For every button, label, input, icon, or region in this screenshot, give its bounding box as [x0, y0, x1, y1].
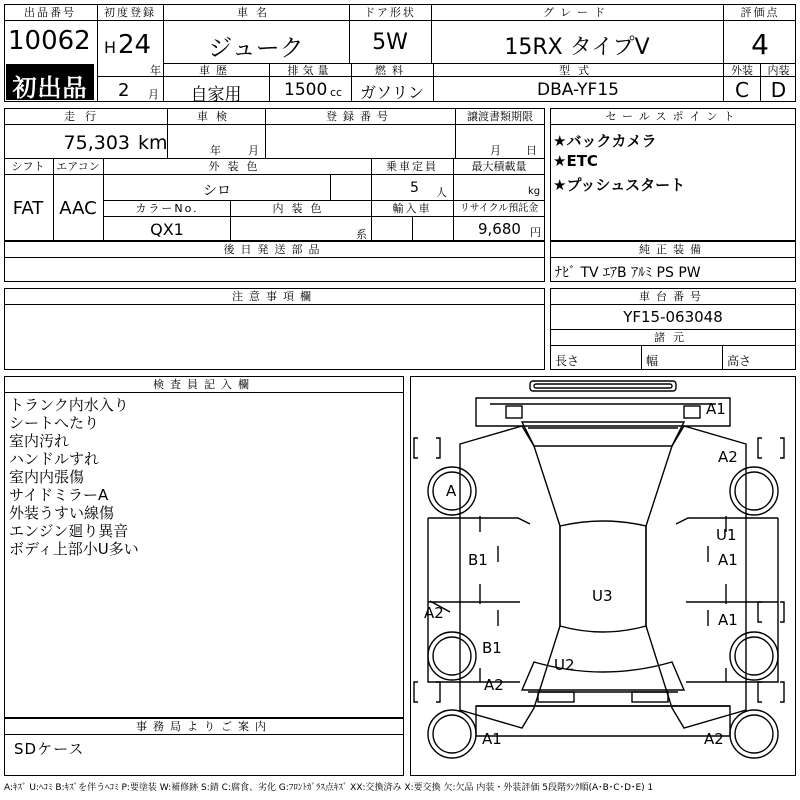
inspector-line-1: トランク内水入り — [9, 396, 129, 414]
door-label: ドア形状 — [364, 6, 416, 19]
lot-label: 出品番号 — [24, 6, 76, 19]
first-listing-text: 初出品 — [12, 74, 88, 102]
door-type: 5W — [372, 30, 408, 55]
inspector-title: 検査員記入欄 — [153, 378, 255, 391]
office-title: 事務局よりご案内 — [136, 720, 272, 733]
sales-point-3: ★プッシュスタート — [553, 176, 686, 194]
inspector-line-6: サイドミラーA — [9, 486, 109, 504]
model-label: 型式 — [559, 64, 597, 77]
shift: FAT — [12, 198, 44, 219]
capacity: 5 — [410, 180, 419, 196]
year-unit: 年 — [150, 64, 161, 77]
genuine-items: ﾅﾋﾞ TV ｴｱB ｱﾙﾐ PS PW — [555, 265, 701, 281]
model-code: DBA-YF15 — [537, 80, 619, 100]
sales-point-1: ★バックカメラ — [553, 132, 657, 150]
import-label: 輸入車 — [392, 202, 432, 215]
notes-title: 注意事項欄 — [232, 290, 317, 303]
ac: AAC — [59, 198, 97, 219]
sales-point-2: ★ETC — [553, 152, 598, 170]
intcolor-label: 内装色 — [272, 202, 330, 215]
ext-score: C — [735, 78, 749, 102]
mark-u2: U2 — [554, 656, 575, 674]
mark-a2-bottom: A2 — [484, 676, 504, 694]
mark-a1-top: A1 — [706, 400, 726, 418]
transfer-label: 譲渡書類期限 — [467, 110, 533, 123]
colorno-label: カラーNo. — [135, 202, 199, 215]
int-label: 内装 — [767, 64, 790, 77]
intcolor-suffix: 系 — [356, 228, 367, 241]
dim-width: 幅 — [646, 354, 659, 368]
insp-year: 年 — [210, 144, 221, 157]
fuel-label: 燃料 — [375, 64, 409, 77]
displacement: 1500 — [284, 80, 328, 100]
ext-label: 外装 — [731, 64, 753, 77]
mark-a2-bottom-right: A2 — [704, 730, 724, 748]
inspector-line-4: ハンドルすれ — [9, 450, 100, 468]
disp-unit: cc — [330, 86, 343, 99]
recycle-unit: 円 — [530, 226, 541, 239]
ext-color: シロ — [203, 183, 231, 199]
fuel: ガソリン — [359, 83, 424, 102]
dim-length: 長さ — [555, 354, 580, 368]
recycle-fee: 9,680 — [478, 220, 521, 238]
chassis-number: YF15-063048 — [623, 308, 723, 326]
ac-label: エアコン — [56, 160, 100, 173]
mileage-label: 走行 — [64, 110, 106, 123]
later-parts-title: 後日発送部品 — [223, 243, 326, 256]
dim-height: 高さ — [727, 354, 752, 368]
score: 4 — [751, 28, 769, 61]
mark-a1-bottom-left: A1 — [482, 730, 502, 748]
office-text: SDケース — [14, 740, 85, 758]
inspector-line-5: 室内内張傷 — [9, 468, 85, 486]
transfer-month: 月 — [490, 144, 501, 157]
insp-month: 月 — [248, 144, 259, 157]
mark-u3: U3 — [592, 587, 613, 605]
load-label: 最大積載量 — [471, 160, 527, 173]
mileage: 75,303 — [63, 132, 130, 154]
sales-title: セールスポイント — [605, 110, 741, 123]
inspector-line-2: シートへたり — [9, 414, 100, 432]
load-unit: kg — [528, 186, 541, 197]
car-name: ジューク — [208, 34, 304, 62]
mark-a1-right1: A1 — [718, 551, 738, 569]
mark-b1-left2: B1 — [482, 639, 502, 657]
history: 自家用 — [190, 85, 242, 105]
inspector-line-7: 外装うすい線傷 — [9, 504, 115, 522]
era: H — [104, 38, 117, 57]
reg-year: 24 — [118, 30, 152, 60]
chassis-title: 車台番号 — [639, 290, 707, 303]
grade-label: グレード — [543, 6, 611, 19]
genuine-title: 純正装備 — [639, 243, 707, 256]
transfer-day: 日 — [526, 144, 537, 157]
capacity-label: 乗車定員 — [386, 160, 438, 173]
legend: A:ｷｽﾞ U:ﾍｺﾐ B:ｷｽﾞを伴うﾍｺﾐ P:要塗装 W:補修跡 S:錆 C:腐食、劣化 G:ﾌﾛﾝﾄｶﾞﾗｽ点ｷｽﾞ XX:交換済み X:要交換 欠:欠品 内装・外装評価 5段階ﾗﾝｸ順(A･B･C･D･E) 1 — [4, 783, 654, 793]
capacity-unit: 人 — [436, 186, 447, 199]
first-reg-label: 初度登録 — [104, 6, 156, 19]
history-label: 車歴 — [199, 64, 233, 77]
mark-a2-topright: A2 — [718, 448, 738, 466]
mark-b1-left: B1 — [468, 551, 488, 569]
inspection-label: 車検 — [197, 110, 235, 123]
month-unit: 月 — [148, 88, 159, 101]
int-score: D — [770, 78, 787, 102]
color-label: 外装色 — [208, 160, 266, 173]
reg-month: 2 — [118, 80, 130, 101]
inspector-line-9: ボディ上部小U多い — [9, 540, 139, 558]
car-diagram-svg — [410, 376, 796, 776]
inspector-line-8: エンジン廻り異音 — [9, 522, 129, 540]
grade: 15RX タイプV — [504, 35, 650, 60]
lot-number: 10062 — [8, 26, 91, 56]
mark-a2-left: A2 — [424, 604, 444, 622]
recycle-label: リサイクル預託金 — [459, 203, 539, 214]
reg-no-label: 登録番号 — [326, 110, 394, 123]
disp-label: 排気量 — [287, 64, 333, 77]
mark-u1: U1 — [716, 526, 737, 544]
dims-title: 諸元 — [654, 331, 692, 344]
mark-a-left: A — [446, 482, 457, 500]
inspector-line-3: 室内汚れ — [9, 432, 70, 450]
color-no: QX1 — [150, 220, 184, 239]
mark-a1-right2: A1 — [718, 611, 738, 629]
name-label: 車名 — [237, 6, 275, 19]
mileage-unit: km — [138, 132, 168, 154]
shift-label: シフト — [11, 160, 45, 173]
score-label: 評価点 — [740, 6, 780, 19]
